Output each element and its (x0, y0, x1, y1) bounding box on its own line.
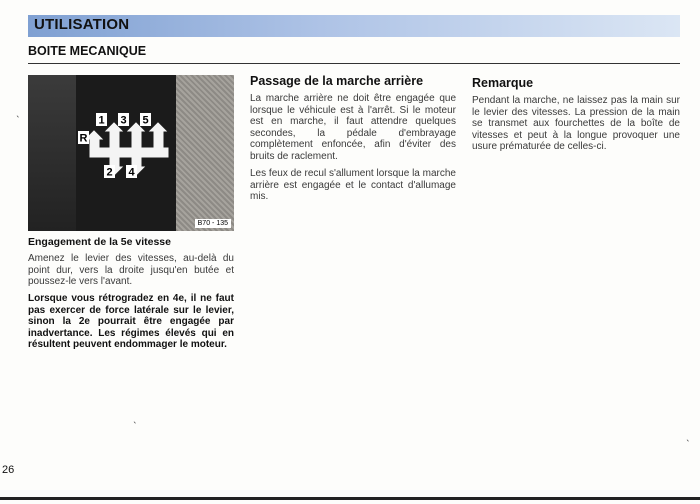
col1-heading: Engagement de la 5e vitesse (28, 236, 171, 248)
gear-gate-slot-3 (132, 129, 141, 151)
figure-code: B70 - 135 (195, 219, 231, 228)
gear-shift-figure (28, 75, 234, 231)
header-rule (28, 63, 680, 64)
col1-paragraph: Amenez le levier des vitesses, au-delà du point dur, vers la droite jusqu'en butée et poussez-le vers l'avant. (28, 253, 234, 288)
section-title: UTILISATION (34, 16, 130, 33)
bottom-edge (0, 497, 700, 500)
gear-arrow-5 (150, 123, 166, 131)
gear-label-5: 5 (142, 114, 149, 127)
gear-gate-slot-5 (154, 129, 163, 151)
col2-paragraph-2: Les feux de recul s'allument lorsque la marche arrière est engagée et le contact d'allumage mis. (250, 168, 456, 203)
col2-heading: Passage de la marche arrière (250, 74, 424, 88)
scan-mark: ˎ (686, 428, 690, 442)
col1-warning: Lorsque vous rétrogradez en 4e, il ne faut pas exercer de force latérale sur le levier, sinon la 2e pourrait être engagée par inadvertance. Les régimes élevés qui en résultent peuvent endommager le moteur. (28, 293, 234, 351)
subsection-title: BOITE MECANIQUE (28, 44, 147, 58)
gear-label-R: R (79, 132, 88, 145)
scan-mark: ˎ (16, 104, 20, 118)
gear-label-1: 1 (98, 114, 105, 127)
scan-mark: ˎ (133, 410, 137, 424)
gear-label-3: 3 (120, 114, 127, 127)
gear-label-2: 2 (106, 166, 113, 179)
col3-heading: Remarque (472, 76, 534, 90)
col2-paragraph-1: La marche arrière ne doit être engagée que lorsque le véhicule est à l'arrêt. Si le moteur est en marche, il faut attendre quelques secondes, la pédale d'embrayage complètement enfoncée, afin d'éviter des bruits de raclement. (250, 93, 456, 162)
page-number: 26 (2, 464, 15, 476)
col3-paragraph: Pendant la marche, ne laissez pas la main sur le levier des vitesses. La pression de la main se transmet aux fourchettes de la boîte de vitesses et peut à la longue provoquer une usure prématurée de celles-ci. (472, 95, 680, 153)
gear-label-4: 4 (128, 166, 135, 179)
gear-pattern-diagram (28, 75, 234, 231)
gear-gate-slot-1 (110, 129, 119, 151)
